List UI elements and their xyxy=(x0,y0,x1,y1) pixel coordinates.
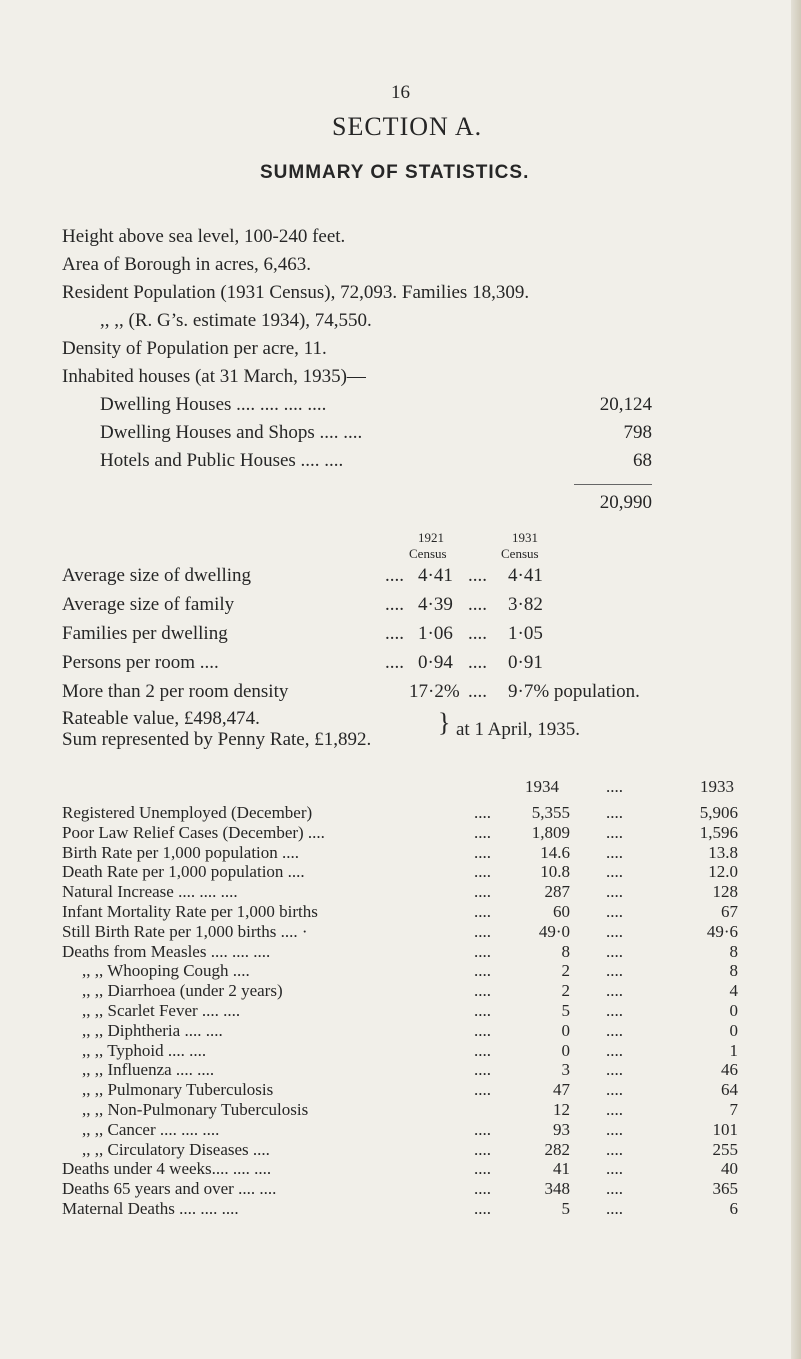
census-row-1931: 0·91 xyxy=(508,652,543,673)
brace-icon: } xyxy=(438,708,451,737)
census-row-dots: .... xyxy=(468,565,487,586)
stats-row-label: ,, ,, Cancer .... .... .... xyxy=(82,1120,220,1139)
houses-value: 68 xyxy=(633,450,652,471)
rateable-date: at 1 April, 1935. xyxy=(456,719,581,740)
census-row-label: Persons per room .... xyxy=(62,652,219,673)
stats-row-dots: .... xyxy=(474,1001,491,1020)
stats-header-1933: 1933 xyxy=(700,777,734,796)
stats-row-dots: .... xyxy=(606,922,623,941)
stats-row-dots: .... xyxy=(606,1021,623,1040)
stats-row-dots: .... xyxy=(474,882,491,901)
stats-row-dots: .... xyxy=(474,843,491,862)
census-row-dots: .... xyxy=(468,652,487,673)
total-rule xyxy=(574,484,652,485)
stats-row-1934: 1,809 xyxy=(531,823,570,842)
stats-row-dots: .... xyxy=(606,823,623,842)
stats-row-label: ,, ,, Non-Pulmonary Tuberculosis xyxy=(82,1100,309,1119)
houses-label: Dwelling Houses and Shops .... .... xyxy=(100,422,363,443)
stats-row-1934: 10.8 xyxy=(540,862,570,881)
houses-label: Dwelling Houses .... .... .... .... xyxy=(100,394,327,415)
height-line: Height above sea level, 100-240 feet. xyxy=(62,226,346,247)
area-line: Area of Borough in acres, 6,463. xyxy=(62,254,312,275)
census-1931-label: Census xyxy=(501,546,539,561)
stats-row-dots: .... xyxy=(606,1100,623,1119)
stats-row-dots: .... xyxy=(474,1120,491,1139)
stats-row-dots: .... xyxy=(474,902,491,921)
stats-row-1933: 5,906 xyxy=(699,803,738,822)
stats-row-dots: .... xyxy=(606,1080,623,1099)
population-estimate-line: ,, ,, (R. G’s. estimate 1934), 74,550. xyxy=(100,310,372,331)
stats-row-dots: .... xyxy=(474,803,491,822)
stats-row-1934: 8 xyxy=(561,942,570,961)
stats-row-dots: .... xyxy=(606,1140,623,1159)
stats-row-dots: .... xyxy=(606,1060,623,1079)
stats-row-1934: 5 xyxy=(561,1001,570,1020)
census-row-label: More than 2 per room density xyxy=(62,681,289,702)
stats-header-dots: .... xyxy=(606,777,623,796)
census-1921-label: Census xyxy=(409,546,447,561)
houses-value: 20,124 xyxy=(599,394,652,415)
stats-row-dots: .... xyxy=(474,862,491,881)
stats-row-1933: 49·6 xyxy=(706,922,738,941)
houses-total: 20,990 xyxy=(599,492,652,513)
stats-row-1933: 67 xyxy=(721,902,738,921)
stats-row-1933: 4 xyxy=(729,981,738,1000)
density-line: Density of Population per acre, 11. xyxy=(62,338,327,359)
stats-row-dots: .... xyxy=(606,981,623,1000)
stats-row-dots: .... xyxy=(474,981,491,1000)
stats-row-1933: 64 xyxy=(721,1080,738,1099)
census-1921-year: 1921 xyxy=(418,530,444,545)
stats-row-dots: .... xyxy=(606,882,623,901)
stats-row-dots: .... xyxy=(474,1140,491,1159)
stats-row-label: Deaths 65 years and over .... .... xyxy=(62,1179,277,1198)
stats-row-label: Maternal Deaths .... .... .... xyxy=(62,1199,239,1218)
stats-row-1934: 14.6 xyxy=(540,843,570,862)
houses-value: 798 xyxy=(623,422,652,443)
stats-row-1933: 7 xyxy=(729,1100,738,1119)
census-row-dots: .... xyxy=(468,594,487,615)
stats-row-dots: .... xyxy=(474,961,491,980)
stats-row-1934: 282 xyxy=(544,1140,570,1159)
census-row-label: Average size of dwelling xyxy=(62,565,252,586)
stats-row-label: Registered Unemployed (December) xyxy=(62,803,313,822)
houses-label: Hotels and Public Houses .... .... xyxy=(100,450,344,471)
stats-row-dots: .... xyxy=(606,1179,623,1198)
stats-row-1933: 13.8 xyxy=(708,843,738,862)
stats-row-1934: 2 xyxy=(561,961,570,980)
stats-row-label: Deaths from Measles .... .... .... xyxy=(62,942,271,961)
census-row-1931: 4·41 xyxy=(508,565,543,586)
stats-row-dots: .... xyxy=(606,1199,623,1218)
census-row-dots: .... xyxy=(385,565,404,586)
stats-row-1933: 1,596 xyxy=(699,823,738,842)
stats-row-1934: 49·0 xyxy=(538,922,570,941)
stats-row-1933: 255 xyxy=(712,1140,738,1159)
census-row-dots: .... xyxy=(385,652,404,673)
stats-row-label: ,, ,, Pulmonary Tuberculosis xyxy=(82,1080,274,1099)
census-row-dots: .... xyxy=(468,681,487,702)
census-row-1931: 3·82 xyxy=(508,594,543,615)
stats-row-1934: 5,355 xyxy=(531,803,570,822)
stats-row-label: Deaths under 4 weeks.... .... .... xyxy=(62,1159,272,1178)
stats-row-label: Infant Mortality Rate per 1,000 births xyxy=(62,902,318,921)
stats-row-1934: 287 xyxy=(544,882,570,901)
stats-row-label: ,, ,, Scarlet Fever .... .... xyxy=(82,1001,241,1020)
page-number: 16 xyxy=(391,82,410,103)
stats-row-dots: .... xyxy=(474,1041,491,1060)
rateable-value: Rateable value, £498,474. xyxy=(62,708,260,729)
stats-row-dots: .... xyxy=(606,942,623,961)
stats-row-1933: 40 xyxy=(721,1159,738,1178)
stats-row-1933: 6 xyxy=(729,1199,738,1218)
stats-row-1934: 0 xyxy=(561,1041,570,1060)
stats-row-1933: 8 xyxy=(729,961,738,980)
stats-row-label: ,, ,, Circulatory Diseases .... xyxy=(82,1140,270,1159)
stats-row-dots: .... xyxy=(474,1080,491,1099)
stats-row-1933: 0 xyxy=(729,1001,738,1020)
stats-row-label: ,, ,, Diphtheria .... .... xyxy=(82,1021,223,1040)
stats-row-1933: 365 xyxy=(712,1179,738,1198)
stats-row-1934: 60 xyxy=(553,902,570,921)
stats-row-1933: 46 xyxy=(721,1060,738,1079)
census-row-label: Families per dwelling xyxy=(62,623,228,644)
stats-row-dots: .... xyxy=(606,1001,623,1020)
census-1931-year: 1931 xyxy=(512,530,538,545)
stats-row-label: Natural Increase .... .... .... xyxy=(62,882,238,901)
stats-row-1933: 1 xyxy=(729,1041,738,1060)
stats-row-dots: .... xyxy=(474,942,491,961)
stats-row-dots: .... xyxy=(474,1060,491,1079)
census-row-1921: 4·39 xyxy=(418,594,453,615)
stats-row-1934: 93 xyxy=(553,1120,570,1139)
section-title: SECTION A. xyxy=(332,112,483,141)
stats-row-dots: .... xyxy=(606,961,623,980)
stats-row-dots: .... xyxy=(606,902,623,921)
page-edge-shadow xyxy=(791,0,801,1359)
inhabited-houses-line: Inhabited houses (at 31 March, 1935)— xyxy=(62,366,366,387)
census-row-1921: 0·94 xyxy=(418,652,453,673)
stats-row-dots: .... xyxy=(606,862,623,881)
stats-row-1933: 8 xyxy=(729,942,738,961)
stats-row-dots: .... xyxy=(606,803,623,822)
stats-row-label: ,, ,, Diarrhoea (under 2 years) xyxy=(82,981,283,1000)
stats-row-label: ,, ,, Typhoid .... .... xyxy=(82,1041,207,1060)
stats-row-1933: 101 xyxy=(712,1120,738,1139)
stats-row-1934: 47 xyxy=(553,1080,570,1099)
stats-row-dots: .... xyxy=(474,1021,491,1040)
stats-row-1934: 5 xyxy=(561,1199,570,1218)
stats-row-1934: 0 xyxy=(561,1021,570,1040)
census-row-dots: .... xyxy=(385,594,404,615)
stats-row-dots: .... xyxy=(474,1199,491,1218)
stats-row-dots: .... xyxy=(474,1179,491,1198)
stats-row-1933: 128 xyxy=(712,882,738,901)
stats-row-dots: .... xyxy=(474,922,491,941)
stats-row-dots: .... xyxy=(606,843,623,862)
stats-row-1934: 2 xyxy=(561,981,570,1000)
stats-row-label: Death Rate per 1,000 population .... xyxy=(62,862,305,881)
stats-row-1934: 348 xyxy=(544,1179,570,1198)
census-row-label: Average size of family xyxy=(62,594,235,615)
census-row-1931: 1·05 xyxy=(508,623,543,644)
stats-row-dots: .... xyxy=(474,1159,491,1178)
summary-title: SUMMARY OF STATISTICS. xyxy=(260,162,530,183)
stats-row-1934: 41 xyxy=(553,1159,570,1178)
census-row-dots: .... xyxy=(385,623,404,644)
penny-rate: Sum represented by Penny Rate, £1,892. xyxy=(62,729,372,750)
census-row-dots: .... xyxy=(468,623,487,644)
stats-header-1934: 1934 xyxy=(525,777,559,796)
stats-row-1934: 12 xyxy=(553,1100,570,1119)
stats-row-dots: .... xyxy=(606,1041,623,1060)
stats-row-dots: .... xyxy=(474,823,491,842)
stats-row-label: Poor Law Relief Cases (December) .... xyxy=(62,823,325,842)
census-row-1921: 1·06 xyxy=(418,623,453,644)
stats-row-1933: 0 xyxy=(729,1021,738,1040)
stats-row-1933: 12.0 xyxy=(708,862,738,881)
census-row-1921: 4·41 xyxy=(418,565,453,586)
stats-row-1934: 3 xyxy=(561,1060,570,1079)
stats-row-label: Birth Rate per 1,000 population .... xyxy=(62,843,300,862)
stats-row-dots: .... xyxy=(606,1120,623,1139)
census-row-1921: 17·2% xyxy=(409,681,460,702)
population-line: Resident Population (1931 Census), 72,093. Families 18,309. xyxy=(62,282,530,303)
census-row-1931: 9·7% population. xyxy=(508,681,640,702)
stats-row-label: ,, ,, Influenza .... .... xyxy=(82,1060,215,1079)
stats-row-label: Still Birth Rate per 1,000 births .... · xyxy=(62,922,308,941)
stats-row-dots: .... xyxy=(606,1159,623,1178)
stats-row-label: ,, ,, Whooping Cough .... xyxy=(82,961,250,980)
